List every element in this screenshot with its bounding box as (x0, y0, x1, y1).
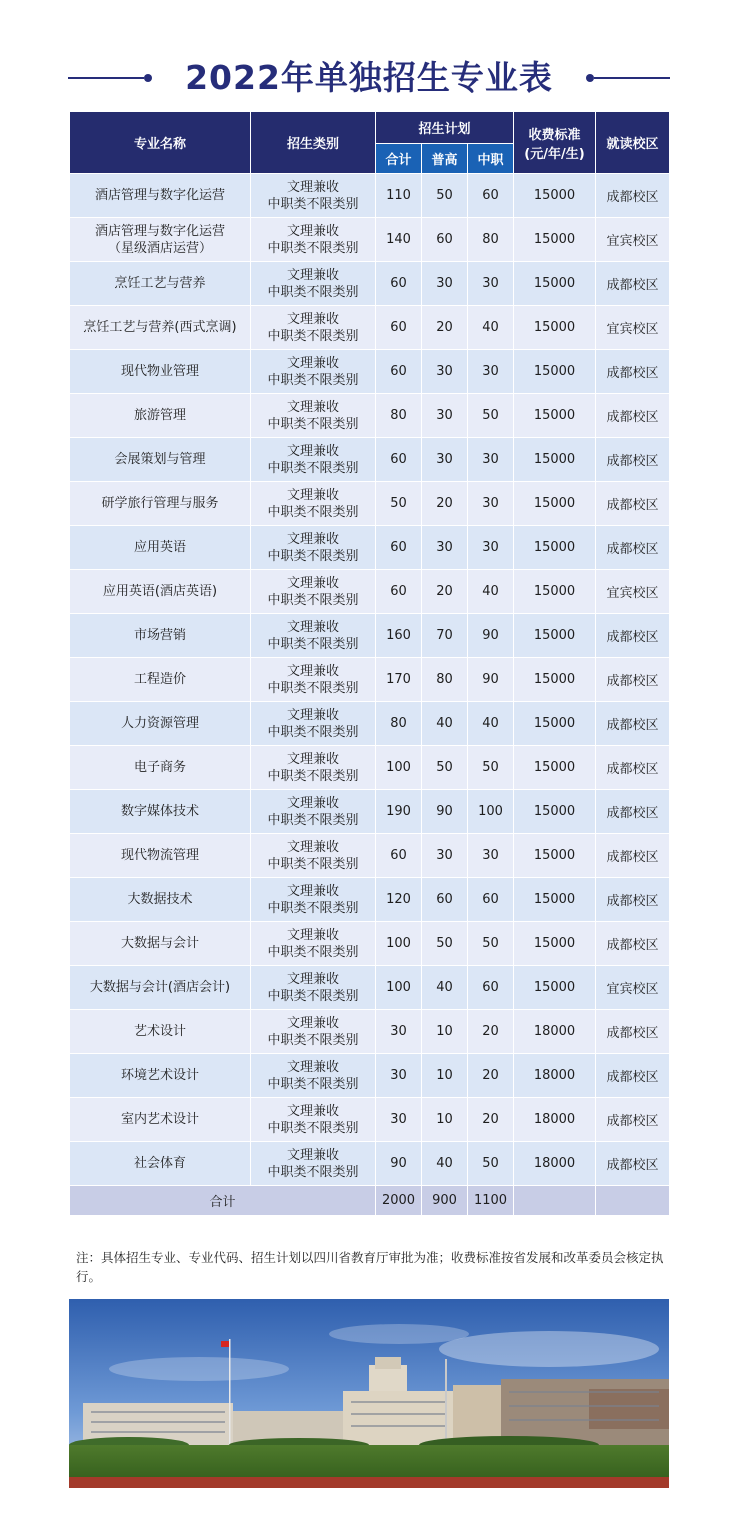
table-row (70, 174, 670, 218)
category-line: 文理兼收 (286, 443, 339, 459)
table-row (70, 702, 670, 746)
major-line: 烹饪工艺与营养(西式烹调) (83, 320, 237, 335)
table-row (70, 438, 670, 482)
cell-vocational: 30 (468, 526, 514, 570)
category-line: 中职类不限类别 (267, 1076, 359, 1092)
category-line: 中职类不限类别 (267, 724, 359, 740)
cell-category (251, 966, 376, 1010)
cell-general: 30 (422, 394, 468, 438)
major-line: 大数据与会计 (120, 936, 199, 951)
cell-total: 60 (376, 350, 422, 394)
major-line: 环境艺术设计 (120, 1068, 199, 1083)
cell-total: 80 (376, 394, 422, 438)
cell-general: 30 (422, 834, 468, 878)
cell-major (70, 394, 251, 438)
cell-total: 60 (376, 834, 422, 878)
category-line: 文理兼收 (286, 971, 339, 987)
cell-fee: 15000 (514, 482, 596, 526)
cell-total: 80 (376, 702, 422, 746)
cell-fee: 15000 (514, 966, 596, 1010)
cell-general: 70 (422, 614, 468, 658)
title-decor-dot-left (144, 74, 152, 82)
cell-category (251, 790, 376, 834)
cell-category (251, 1142, 376, 1186)
cell-total: 30 (376, 1054, 422, 1098)
cell-major (70, 174, 251, 218)
totals-total: 2000 (376, 1186, 422, 1216)
table-row (70, 658, 670, 702)
footnote: 注：具体招生专业、专业代码、招生计划以四川省教育厅审批为准；收费标准按省发展和改革委员会核定执行。 (76, 1250, 664, 1284)
cell-vocational: 20 (468, 1054, 514, 1098)
cell-fee: 15000 (514, 702, 596, 746)
cell-general: 10 (422, 1010, 468, 1054)
cell-total: 100 (376, 966, 422, 1010)
cell-major (70, 306, 251, 350)
category-line: 中职类不限类别 (267, 1032, 359, 1048)
major-line: 社会体育 (133, 1156, 186, 1171)
major-line: 人力资源管理 (120, 716, 199, 731)
category-line: 文理兼收 (286, 399, 339, 415)
major-line: 旅游管理 (133, 408, 186, 423)
cell-general: 60 (422, 218, 468, 262)
cell-total: 190 (376, 790, 422, 834)
cell-campus: 成都校区 (596, 350, 670, 394)
cell-general: 20 (422, 482, 468, 526)
cell-total: 100 (376, 922, 422, 966)
cell-fee: 15000 (514, 570, 596, 614)
table-row (70, 262, 670, 306)
cell-campus: 成都校区 (596, 746, 670, 790)
cell-vocational: 30 (468, 834, 514, 878)
cell-category (251, 174, 376, 218)
major-line: 研学旅行管理与服务 (101, 496, 219, 511)
cell-general: 60 (422, 878, 468, 922)
cell-fee: 15000 (514, 790, 596, 834)
cell-fee: 15000 (514, 394, 596, 438)
cell-total: 100 (376, 746, 422, 790)
category-line: 文理兼收 (286, 663, 339, 679)
cell-major (70, 350, 251, 394)
cell-campus: 成都校区 (596, 438, 670, 482)
title-row (0, 52, 738, 104)
cell-total: 60 (376, 306, 422, 350)
cell-vocational: 30 (468, 350, 514, 394)
major-line: 应用英语 (133, 540, 186, 555)
cell-category (251, 922, 376, 966)
major-line: 室内艺术设计 (120, 1112, 199, 1127)
table-row (70, 922, 670, 966)
cell-campus: 成都校区 (596, 394, 670, 438)
cell-general: 30 (422, 526, 468, 570)
cell-vocational: 50 (468, 922, 514, 966)
cell-total: 160 (376, 614, 422, 658)
category-line: 中职类不限类别 (267, 812, 359, 828)
campus-photo (69, 1299, 669, 1488)
cell-campus: 成都校区 (596, 658, 670, 702)
header-fee-line1: 收费标准 (528, 127, 581, 143)
cell-category (251, 746, 376, 790)
category-line: 中职类不限类别 (267, 944, 359, 960)
table-row (70, 394, 670, 438)
cell-general: 30 (422, 438, 468, 482)
category-line: 中职类不限类别 (267, 592, 359, 608)
major-line: 大数据技术 (127, 892, 193, 907)
major-line: 大数据与会计(酒店会计) (89, 980, 231, 995)
cell-vocational: 30 (468, 438, 514, 482)
cell-general: 50 (422, 174, 468, 218)
cell-total: 110 (376, 174, 422, 218)
cell-vocational: 30 (468, 482, 514, 526)
cell-category (251, 834, 376, 878)
category-line: 中职类不限类别 (267, 240, 359, 256)
cell-major (70, 218, 251, 262)
cell-major (70, 746, 251, 790)
category-line: 文理兼收 (286, 179, 339, 195)
cell-vocational: 60 (468, 966, 514, 1010)
cell-general: 40 (422, 702, 468, 746)
category-line: 文理兼收 (286, 311, 339, 327)
cell-general: 50 (422, 922, 468, 966)
cell-major (70, 790, 251, 834)
major-line: 烹饪工艺与营养 (114, 276, 206, 291)
cell-campus: 成都校区 (596, 790, 670, 834)
category-line: 中职类不限类别 (267, 636, 359, 652)
cell-general: 20 (422, 570, 468, 614)
campus-photo-illustration (69, 1299, 669, 1488)
cell-vocational: 20 (468, 1010, 514, 1054)
enrollment-table (69, 111, 670, 1216)
table-row (70, 350, 670, 394)
cell-vocational: 40 (468, 702, 514, 746)
cell-category (251, 482, 376, 526)
category-line: 文理兼收 (286, 1103, 339, 1119)
category-line: 文理兼收 (286, 531, 339, 547)
cell-vocational: 90 (468, 658, 514, 702)
totals-vocational: 1100 (468, 1186, 514, 1216)
cell-vocational: 90 (468, 614, 514, 658)
table-row (70, 1010, 670, 1054)
cell-category (251, 1098, 376, 1142)
header-campus: 就读校区 (596, 112, 670, 174)
category-line: 中职类不限类别 (267, 680, 359, 696)
cell-major (70, 526, 251, 570)
category-line: 文理兼收 (286, 795, 339, 811)
cell-major (70, 1054, 251, 1098)
cell-category (251, 614, 376, 658)
cell-general: 80 (422, 658, 468, 702)
category-line: 中职类不限类别 (267, 900, 359, 916)
cell-total: 30 (376, 1098, 422, 1142)
major-line: 市场营销 (133, 628, 186, 643)
table-row (70, 878, 670, 922)
cell-vocational: 40 (468, 570, 514, 614)
cell-total: 90 (376, 1142, 422, 1186)
cell-vocational: 50 (468, 1142, 514, 1186)
category-line: 中职类不限类别 (267, 372, 359, 388)
category-line: 中职类不限类别 (267, 460, 359, 476)
header-general: 普高 (422, 144, 468, 174)
category-line: 中职类不限类别 (267, 416, 359, 432)
cell-fee: 15000 (514, 174, 596, 218)
category-line: 文理兼收 (286, 1059, 339, 1075)
cell-campus: 成都校区 (596, 702, 670, 746)
cell-total: 50 (376, 482, 422, 526)
table-row (70, 482, 670, 526)
category-line: 文理兼收 (286, 355, 339, 371)
cell-campus: 成都校区 (596, 834, 670, 878)
cell-major (70, 570, 251, 614)
category-line: 文理兼收 (286, 1147, 339, 1163)
cell-campus: 成都校区 (596, 174, 670, 218)
cell-campus: 成都校区 (596, 1010, 670, 1054)
cell-general: 40 (422, 1142, 468, 1186)
cell-major (70, 1010, 251, 1054)
cell-category (251, 702, 376, 746)
cell-general: 90 (422, 790, 468, 834)
cell-category (251, 218, 376, 262)
cell-fee: 18000 (514, 1054, 596, 1098)
category-line: 中职类不限类别 (267, 504, 359, 520)
cell-major (70, 1098, 251, 1142)
cell-fee: 15000 (514, 218, 596, 262)
cell-major (70, 966, 251, 1010)
category-line: 文理兼收 (286, 707, 339, 723)
totals-campus-empty (596, 1186, 670, 1216)
cell-total: 60 (376, 570, 422, 614)
cell-major (70, 658, 251, 702)
header-fee (514, 112, 596, 174)
cell-category (251, 1010, 376, 1054)
cell-category (251, 526, 376, 570)
major-line: 应用英语(酒店英语) (102, 584, 218, 599)
table-row (70, 218, 670, 262)
category-line: 中职类不限类别 (267, 328, 359, 344)
cell-campus: 成都校区 (596, 482, 670, 526)
major-line: 艺术设计 (133, 1024, 186, 1039)
cell-vocational: 30 (468, 262, 514, 306)
cell-major (70, 834, 251, 878)
cell-fee: 18000 (514, 1142, 596, 1186)
cell-vocational: 20 (468, 1098, 514, 1142)
major-line: 数字媒体技术 (120, 804, 199, 819)
category-line: 中职类不限类别 (267, 196, 359, 212)
category-line: 文理兼收 (286, 267, 339, 283)
cell-fee: 15000 (514, 262, 596, 306)
cell-general: 40 (422, 966, 468, 1010)
table-row (70, 526, 670, 570)
cell-general: 50 (422, 746, 468, 790)
table-row (70, 1142, 670, 1186)
cell-category (251, 394, 376, 438)
cell-category (251, 1054, 376, 1098)
cell-major (70, 922, 251, 966)
major-line: 酒店管理与数字化运营 (94, 188, 225, 203)
cell-fee: 15000 (514, 438, 596, 482)
category-line: 中职类不限类别 (267, 768, 359, 784)
table-row (70, 306, 670, 350)
header-plan: 招生计划 (376, 112, 514, 144)
cell-category (251, 570, 376, 614)
cell-vocational: 100 (468, 790, 514, 834)
cell-campus: 成都校区 (596, 878, 670, 922)
table-row (70, 614, 670, 658)
cell-vocational: 80 (468, 218, 514, 262)
table-row (70, 834, 670, 878)
table-row (70, 1098, 670, 1142)
major-line: 酒店管理与数字化运营 (94, 223, 225, 239)
cell-general: 30 (422, 350, 468, 394)
category-line: 文理兼收 (286, 575, 339, 591)
table-body (70, 174, 670, 1216)
cell-fee: 15000 (514, 526, 596, 570)
cell-category (251, 658, 376, 702)
totals-row (70, 1186, 670, 1216)
totals-fee-empty (514, 1186, 596, 1216)
cell-fee: 15000 (514, 922, 596, 966)
category-line: 中职类不限类别 (267, 988, 359, 1004)
cell-campus: 宜宾校区 (596, 966, 670, 1010)
cell-fee: 15000 (514, 614, 596, 658)
major-line: 现代物业管理 (120, 364, 199, 379)
category-line: 中职类不限类别 (267, 856, 359, 872)
major-line: （星级酒店运营） (107, 240, 212, 256)
cell-category (251, 306, 376, 350)
cell-campus: 成都校区 (596, 262, 670, 306)
table-row (70, 746, 670, 790)
cell-total: 60 (376, 526, 422, 570)
cell-campus: 成都校区 (596, 614, 670, 658)
cell-total: 30 (376, 1010, 422, 1054)
cell-campus: 宜宾校区 (596, 570, 670, 614)
table-row (70, 570, 670, 614)
cell-campus: 宜宾校区 (596, 218, 670, 262)
header-vocational: 中职 (468, 144, 514, 174)
header-total: 合计 (376, 144, 422, 174)
table-row (70, 966, 670, 1010)
cell-total: 170 (376, 658, 422, 702)
cell-fee: 15000 (514, 658, 596, 702)
totals-label: 合计 (70, 1186, 376, 1216)
title-decor-line-right (594, 77, 670, 79)
cell-fee: 15000 (514, 878, 596, 922)
table-row (70, 1054, 670, 1098)
cell-vocational: 60 (468, 174, 514, 218)
cell-major (70, 482, 251, 526)
cell-category (251, 878, 376, 922)
title-decor-line-left (68, 77, 144, 79)
cell-campus: 成都校区 (596, 1054, 670, 1098)
cell-category (251, 262, 376, 306)
cell-vocational: 40 (468, 306, 514, 350)
category-line: 中职类不限类别 (267, 284, 359, 300)
cell-campus: 宜宾校区 (596, 306, 670, 350)
cell-total: 140 (376, 218, 422, 262)
table-row (70, 790, 670, 834)
cell-general: 20 (422, 306, 468, 350)
category-line: 中职类不限类别 (267, 1164, 359, 1180)
major-line: 电子商务 (133, 760, 186, 775)
category-line: 文理兼收 (286, 619, 339, 635)
cell-general: 10 (422, 1098, 468, 1142)
page-title: 2022年单独招生专业表 (185, 58, 553, 97)
header-major: 专业名称 (70, 112, 251, 174)
major-line: 会展策划与管理 (114, 452, 206, 467)
major-line: 工程造价 (133, 672, 186, 687)
cell-fee: 18000 (514, 1098, 596, 1142)
cell-major (70, 1142, 251, 1186)
cell-total: 60 (376, 438, 422, 482)
cell-vocational: 50 (468, 746, 514, 790)
category-line: 文理兼收 (286, 751, 339, 767)
cell-major (70, 702, 251, 746)
cell-total: 60 (376, 262, 422, 306)
totals-general: 900 (422, 1186, 468, 1216)
cell-fee: 15000 (514, 350, 596, 394)
cell-major (70, 878, 251, 922)
cell-campus: 成都校区 (596, 1142, 670, 1186)
category-line: 文理兼收 (286, 839, 339, 855)
category-line: 中职类不限类别 (267, 1120, 359, 1136)
major-line: 现代物流管理 (120, 848, 199, 863)
category-line: 文理兼收 (286, 883, 339, 899)
cell-major (70, 262, 251, 306)
cell-fee: 15000 (514, 306, 596, 350)
cell-fee: 15000 (514, 746, 596, 790)
cell-general: 10 (422, 1054, 468, 1098)
cell-major (70, 438, 251, 482)
category-line: 文理兼收 (286, 223, 339, 239)
cell-fee: 18000 (514, 1010, 596, 1054)
category-line: 文理兼收 (286, 1015, 339, 1031)
cell-campus: 成都校区 (596, 1098, 670, 1142)
category-line: 文理兼收 (286, 487, 339, 503)
cell-category (251, 438, 376, 482)
header-category: 招生类别 (251, 112, 376, 174)
cell-general: 30 (422, 262, 468, 306)
title-decor-dot-right (586, 74, 594, 82)
category-line: 文理兼收 (286, 927, 339, 943)
cell-fee: 15000 (514, 834, 596, 878)
cell-category (251, 350, 376, 394)
cell-campus: 成都校区 (596, 526, 670, 570)
cell-total: 120 (376, 878, 422, 922)
header-fee-line2: (元/年/生) (524, 146, 585, 162)
cell-vocational: 50 (468, 394, 514, 438)
category-line: 中职类不限类别 (267, 548, 359, 564)
cell-major (70, 614, 251, 658)
cell-campus: 成都校区 (596, 922, 670, 966)
cell-vocational: 60 (468, 878, 514, 922)
